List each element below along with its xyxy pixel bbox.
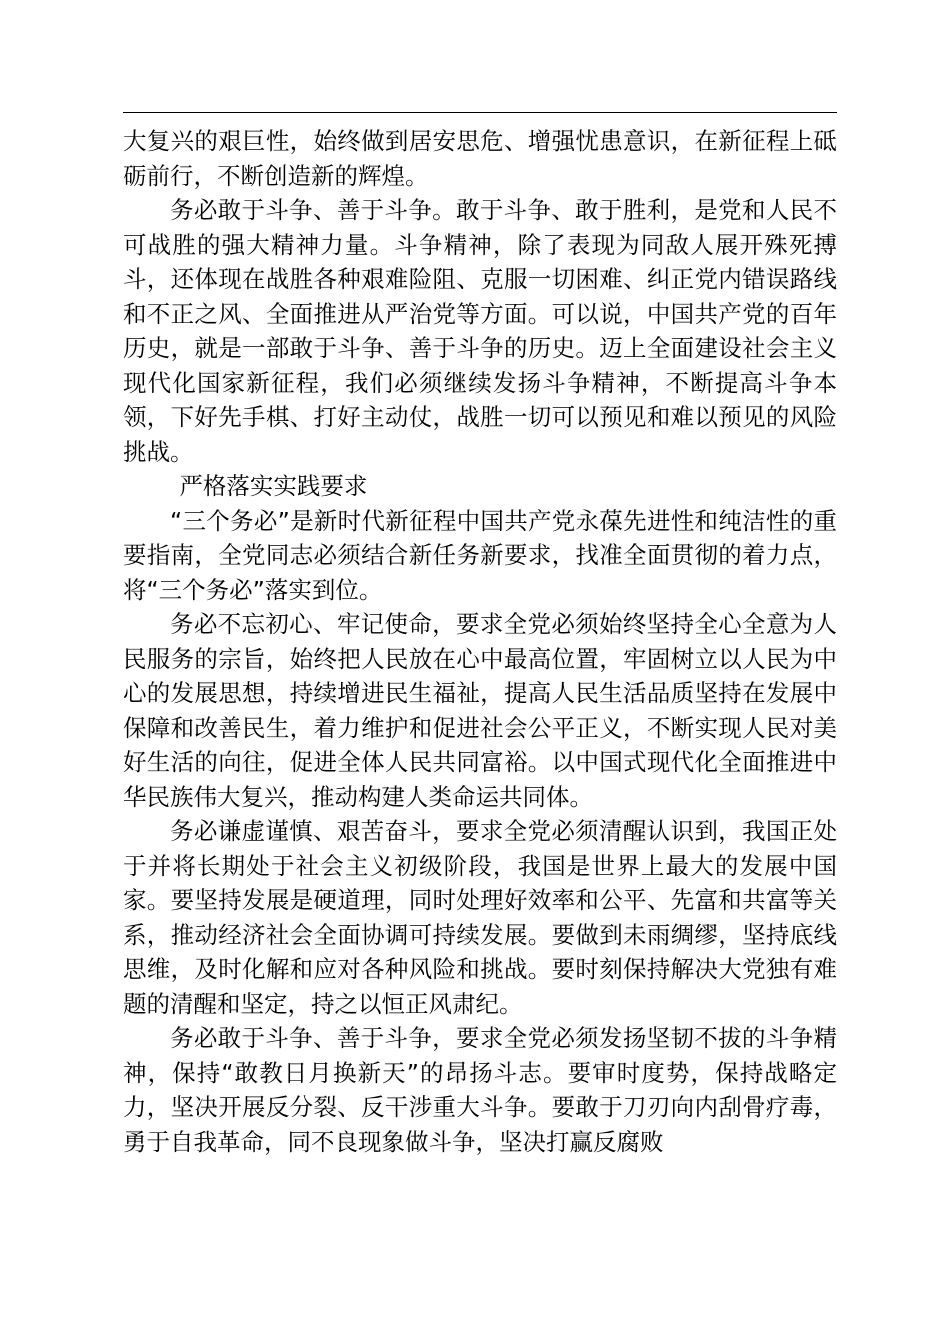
paragraph-struggle: 务必敢于斗争、善于斗争。敢于斗争、敢于胜利，是党和人民不可战胜的强大精神力量。斗争精神，除了表现为同敌人展开殊死搏斗，还体现在战胜各种艰难险阻、克服一切困难、纠正党内错误路线和不正之风、全面推进从严治党等方面。可以说，中国共产党的百年历史，就是一部敢于斗争、善于斗争的历史。迈上全面建设社会主义现代化国家新征程，我们必须继续发扬斗争精神，不断提高斗争本领，下好先手棋、打好主动仗，战胜一切可以预见和难以预见的风险挑战。 (123, 196, 837, 466)
document-body (123, 124, 837, 1159)
paragraph-dare-to-struggle: 务必敢于斗争、善于斗争，要求全党必须发扬坚韧不拔的斗争精神，保持“敢教日月换新天”的昂扬斗志。要审时度势，保持战略定力，坚决开展反分裂、反干涉重大斗争。要敢于刀刃向内刮骨疗毒，勇于自我革命，同不良现象做斗争，坚决打赢反腐败 (123, 1024, 837, 1156)
section-heading: 严格落实实践要求 (179, 472, 368, 500)
paragraph-original-aspiration: 务必不忘初心、牢记使命，要求全党必须始终坚持全心全意为人民服务的宗旨，始终把人民放在心中最高位置，牢固树立以人民为中心的发展思想，持续增进民生福祉，提高人民生活品质坚持在发展中保障和改善民生，着力维护和促进社会公平正义，不断实现人民对美好生活的向往，促进全体人民共同富裕。以中国式现代化全面推进中华民族伟大复兴，推动构建人类命运共同体。 (123, 610, 837, 811)
paragraph-three-musts: “三个务必”是新时代新征程中国共产党永葆先进性和纯洁性的重要指南，全党同志必须结合新任务新要求，找准全面贯彻的着力点，将“三个务必”落实到位。 (123, 506, 837, 604)
paragraph-continuation: 大复兴的艰巨性，始终做到居安思危、增强忧患意识，在新征程上砥砺前行，不断创造新的辉煌。 (123, 127, 837, 190)
paragraph-modesty-hard-work: 务必谦虚谨慎、艰苦奋斗，要求全党必须清醒认识到，我国正处于并将长期处于社会主义初级阶段，我国是世界上最大的发展中国家。要坚持发展是硬道理，同时处理好效率和公平、先富和共富等关系，推动经济社会全面协调可持续发展。要做到未雨绸缪，坚持底线思维，及时化解和应对各种风险和挑战。要时刻保持解决大党独有难题的清醒和坚定，持之以恒正风肃纪。 (123, 817, 837, 1018)
header-rule (123, 112, 837, 113)
